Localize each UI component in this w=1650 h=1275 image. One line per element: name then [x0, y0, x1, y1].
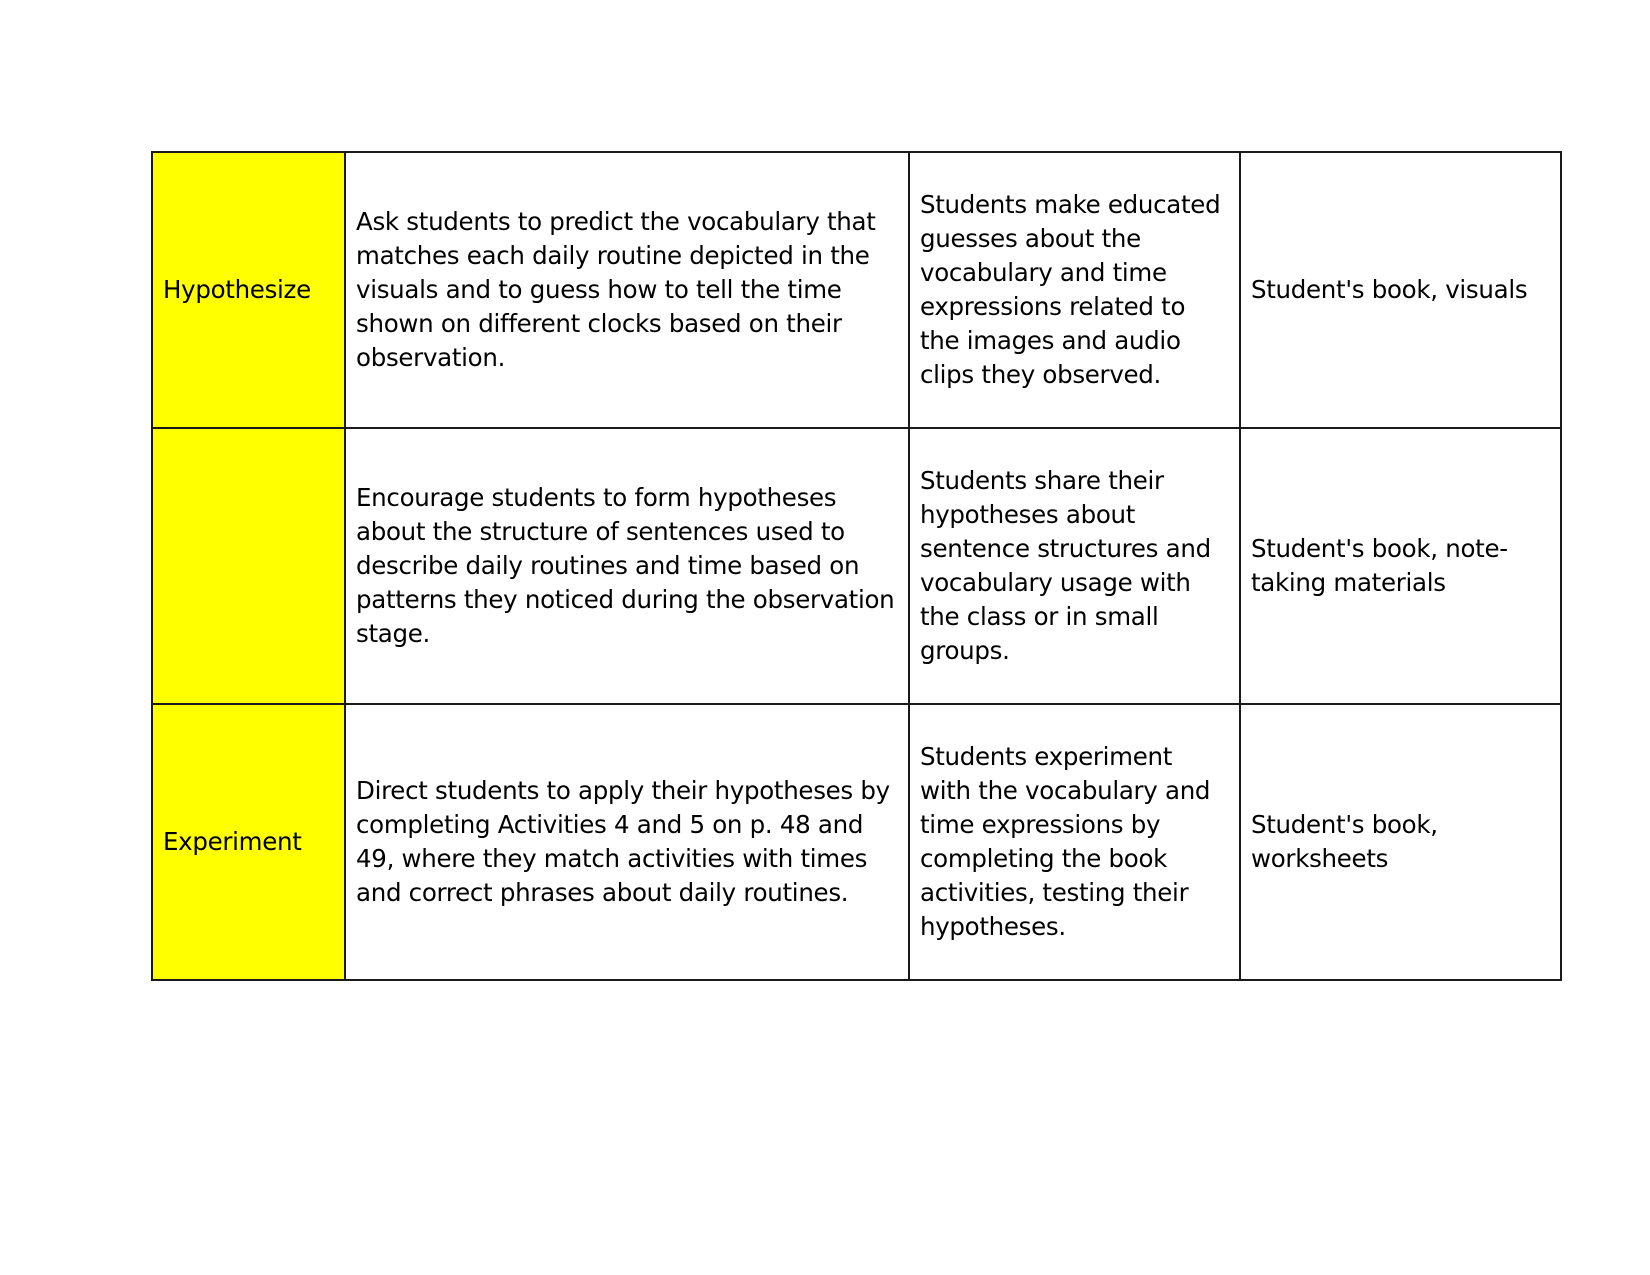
table-row	[152, 428, 1561, 704]
resources-cell: Student's book, worksheets	[1240, 704, 1561, 980]
resources-cell: Student's book, visuals	[1240, 152, 1561, 428]
table-row	[152, 704, 1561, 980]
student-activity-cell: Students experiment with the vocabulary and time expressions by completing the book activities, testing their hypotheses.	[909, 704, 1240, 980]
resources-cell: Student's book, note-taking materials	[1240, 428, 1561, 704]
teacher-activity-cell: Encourage students to form hypotheses about the structure of sentences used to describe daily routines and time based on patterns they noticed during the observation stage.	[345, 428, 909, 704]
student-activity-cell: Students make educated guesses about the vocabulary and time expressions related to the images and audio clips they observed.	[909, 152, 1240, 428]
table-row	[152, 152, 1561, 428]
teacher-activity-cell: Ask students to predict the vocabulary that matches each daily routine depicted in the visuals and to guess how to tell the time shown on different clocks based on their observation.	[345, 152, 909, 428]
lesson-plan-table	[151, 151, 1562, 981]
teacher-activity-cell: Direct students to apply their hypotheses by completing Activities 4 and 5 on p. 48 and 49, where they match activities with times and correct phrases about daily routines.	[345, 704, 909, 980]
stage-cell	[152, 428, 345, 704]
stage-cell: Experiment	[152, 704, 345, 980]
stage-cell: Hypothesize	[152, 152, 345, 428]
student-activity-cell: Students share their hypotheses about sentence structures and vocabulary usage with the class or in small groups.	[909, 428, 1240, 704]
